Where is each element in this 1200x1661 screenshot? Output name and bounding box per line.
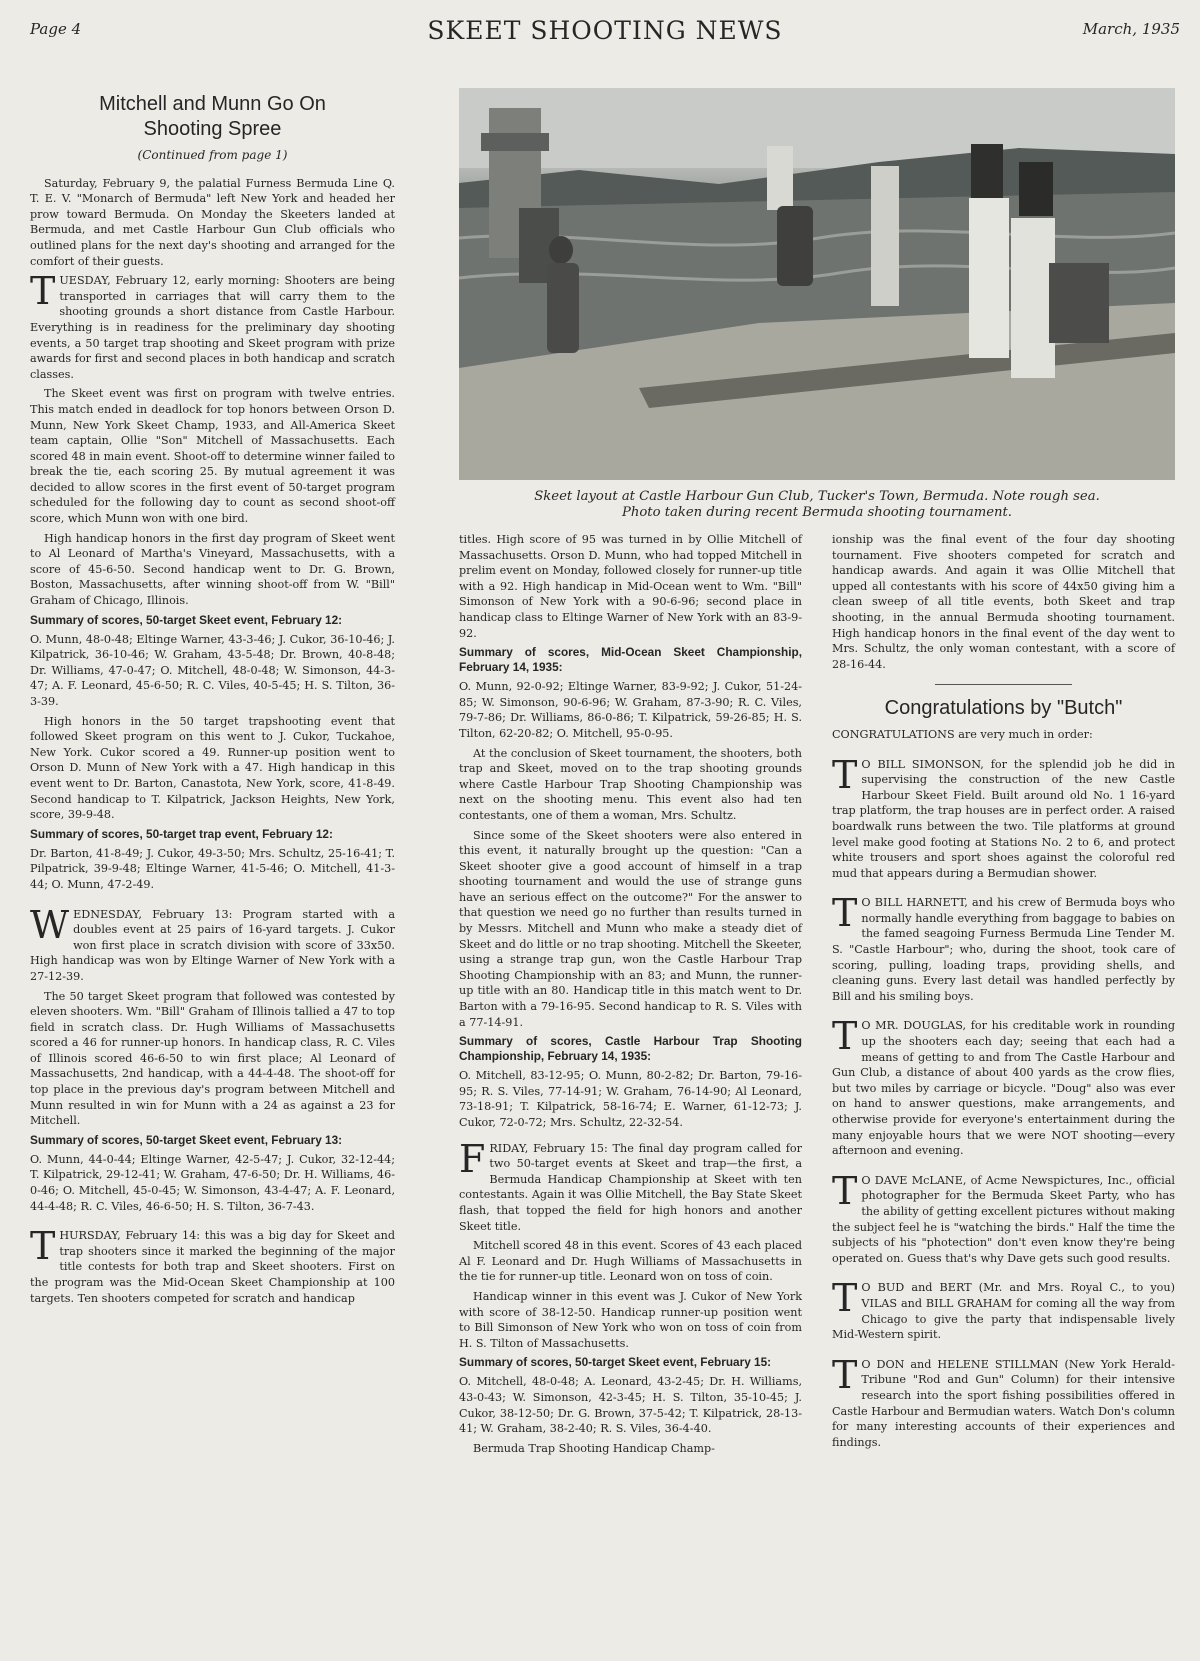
column-1 <box>30 70 395 1310</box>
caption-line-1: Skeet layout at Castle Harbour Gun Club, Tucker's Town, Bermuda. Note rough sea. <box>534 489 1100 504</box>
drop-cap: T <box>30 1224 56 1269</box>
publication-title: SKEET SHOOTING NEWS <box>427 16 783 45</box>
summary-heading: Summary of scores, Castle Harbour Trap Shooting Championship, February 14, 1935: <box>459 1034 802 1064</box>
drop-cap: T <box>832 1352 858 1397</box>
paragraph: Bermuda Trap Shooting Handicap Champ- <box>473 1441 715 1455</box>
paragraph: High handicap honors in the first day program of Skeet went to Al Leonard of Martha's Vineyard, Massachusetts, with a score of 45-6-50. Second handicap went to Dr. G. Brown, Boston, Massachusetts, after winning shoot-off from W. "Bill" Graham of Chicago, Illinois. <box>30 531 395 608</box>
paragraph-thursday <box>30 1224 395 1306</box>
paragraph: The Skeet event was first on program with twelve entries. This match ended in deadlock for top honors between Orson D. Munn, New York Skeet Champ, 1933, and All-America Skeet team captain, Ollie "Son" Mitchell of Massachusetts. Each scored 48 in main event. Shoot-off to determine winner failed to break the tie, each scoring 25. By mutual agreement it was decided to allow scores in the first event of 50-target program scheduled for the following day to count as second shoot-off score, which Munn won with one bird. <box>30 387 395 526</box>
drop-cap: T <box>832 752 858 797</box>
article-title <box>30 92 395 142</box>
summary-scores: Dr. Barton, 41-8-49; J. Cukor, 49-3-50; Mrs. Schultz, 25-16-41; T. Pilpatrick, 39-9-48; Eltinge Warner, 41-5-46; O. Mitchell, 41-3-44; O. Munn, 47-2-49. <box>30 846 395 891</box>
paragraph-text: RIDAY, February 15: The final day program called for two 50-target events at Skeet and trap—the first, a Bermuda Handicap Championship at Skeet with ten contestants. Again it was Ollie Mitchell, the Bay State Skeet flash, that topped the field for high honors and another Skeet title. <box>459 1141 802 1233</box>
paragraph-text: UESDAY, February 12, early morning: Shooters are being transported in carriages that will carry them to the shooting grounds a short distance from Castle Harbour. Everything is in readiness for the preliminary day shooting events, a 50 target trap shooting and Skeet program with prize awards for first and second places in both handicap and scratch classes. <box>30 274 395 381</box>
paragraph: Handicap winner in this event was J. Cukor of New York with score of 38-12-50. Handicap runner-up position went to Bill Simonson of New York who won on toss of coin from H. S. Tilton of Massachusetts. <box>459 1289 802 1350</box>
summary-scores: O. Mitchell, 83-12-95; O. Munn, 80-2-82; Dr. Barton, 79-16-95; R. S. Viles, 77-14-91; W. Graham, 76-14-90; Al Leonard, 73-18-91; T. Kilpatrick, 58-16-74; E. Warner, 61-12-73; J. Cukor, 72-0-72; Mrs. Schultz, 22-32-54. <box>459 1069 802 1129</box>
congrats-item <box>832 1168 1175 1267</box>
congrats-text: O BUD and BERT (Mr. and Mrs. Royal C., to you) VILAS and BILL GRAHAM for coming all the way from Chicago to give the party that indispensable lively Mid-Western spirit. <box>832 1281 1175 1342</box>
congrats-text: O BILL SIMONSON, for the splendid job he did in supervising the construction of the new Castle Harbour Skeet Field. Built around old No. 1 16-yard trap platform, the trap houses are in perfect order. A raised boardwalk runs between the two. Tile platforms at ground level make good footing at Stations No. 2 to 6, and protect white trousers and sport shoes against the coloroful red mud that appears during a Bermudian shower. <box>832 757 1175 880</box>
divider <box>935 684 1072 685</box>
article-title-line-1: Mitchell and Munn Go On <box>99 93 326 115</box>
paragraph-text: HURSDAY, February 14: this was a big day for Skeet and trap shooters since it marked the beginning of the major title contests for both trap and Skeet shooters. First on the program was the Mid-Ocean Skeet Championship at 100 targets. Ten shooters competed for scratch and handicap <box>30 1229 395 1305</box>
paragraph-friday <box>459 1136 802 1235</box>
congrats-title: Congratulations by "Butch" <box>884 697 1123 720</box>
drop-cap: W <box>30 902 70 947</box>
drop-cap: T <box>832 1168 858 1213</box>
congrats-item <box>832 1014 1175 1158</box>
congrats-intro: CONGRATULATIONS are very much in order: <box>832 727 1093 741</box>
summary-heading: Summary of scores, 50-target Skeet event, February 13: <box>30 1132 343 1147</box>
congrats-text: O DON and HELENE STILLMAN (New York Herald-Tribune "Rod and Gun" Column) for their intensive research into the sport fishing possibilities offered in Castle Harbour and Bermudian waters. Watch Don's column for many interesting accounts of their experiences and findings. <box>832 1357 1175 1449</box>
congrats-text: O BILL HARNETT, and his crew of Bermuda boys who normally handle everything from baggage to babies on the famed seagoing Furness Bermuda Line Tender M. S. "Castle Harbour"; who, during the shoot, took care of scoring, pulling, loading traps, providing shells, and cleaning guns. Every last detail was handled perfectly by Bill and his smiling boys. <box>832 896 1175 1003</box>
congrats-item <box>832 1352 1175 1451</box>
paragraph: The 50 target Skeet program that followed was contested by eleven shooters. Wm. "Bill" Graham of Illinois tallied a 47 to top field in scratch class. Dr. Hugh Williams of Massachusetts scored a 46 for runner-up honors. In handicap class, R. C. Viles of Illinois scored 46-6-50 to win first place; Al Leonard of Massachusetts, 2nd handicap, with a 44-4-48. The shoot-off for top place in the previous day's program between Mitchell and Munn resulted in win for Munn with a 24 as against a 23 for Mitchell. <box>30 989 395 1128</box>
skeet-layout-photo <box>459 88 1175 480</box>
summary-heading: Summary of scores, 50-target Skeet event, February 15: <box>459 1355 772 1370</box>
summary-heading: Summary of scores, Mid-Ocean Skeet Championship, February 14, 1935: <box>459 645 802 675</box>
congrats-text: O DAVE McLANE, of Acme Newspictures, Inc., official photographer for the Bermuda Skeet Party, who has the ability of getting excellent pictures without making the subject feel he is "watching the birds." Half the time the subjects of his "photection" don't even know they're being operated on. Guess that's why Dave gets such good results. <box>832 1173 1175 1265</box>
drop-cap: F <box>459 1136 486 1181</box>
summary-scores: O. Munn, 44-0-44; Eltinge Warner, 42-5-47; J. Cukor, 32-12-44; T. Kilpatrick, 29-12-41; W. Graham, 47-6-50; Dr. H. Williams, 46-0-46; O. Mitchell, 45-0-45; W. Simonson, 43-4-47; A. F. Leonard, 44-4-48; R. C. Viles, 46-6-50; H. S. Tilton, 36-7-43. <box>30 1152 395 1213</box>
issue-date: March, 1935 <box>1082 20 1180 38</box>
paragraph: High honors in the 50 target trapshooting event that followed Skeet program on this went to J. Cukor, Tuckahoe, New York. Cukor scored a 49. Runner-up position went to Orson D. Munn of New York with a 47. High handicap in this event went to Dr. Barton, Canastota, New York, score, 41-8-49. Second handicap to T. Kilpatrick, Jackson Heights, New York, score, 39-9-48. <box>30 714 395 822</box>
congrats-item <box>832 752 1175 882</box>
summary-scores: O. Mitchell, 48-0-48; A. Leonard, 43-2-45; Dr. H. Williams, 43-0-43; W. Simonson, 42-3-45; H. S. Tilton, 35-10-45; J. Cukor, 38-12-50; Dr. G. Brown, 37-5-42; T. Kilpatrick, 28-13-41; W. Graham, 38-2-40; R. S. Viles, 36-4-40. <box>459 1375 802 1436</box>
paragraph: Mitchell scored 48 in this event. Scores of 43 each placed Al F. Leonard and Dr. Hugh Williams of Massachusetts in the tie for runner-up title. Leonard won on toss of coin. <box>459 1239 802 1284</box>
paragraph: ionship was the final event of the four day shooting tournament. Five shooters competed for scratch and handicap awards. And again it was Ollie Mitchell that upped all contestants with his score of 44x50 giving him a clean sweep of all title events, both Skeet and trap shooting, in the annual Bermuda shooting tournament. High handicap honors in the final event of the day went to Mrs. Schultz, the only woman contestant, with a score of 28-16-44. <box>832 533 1175 671</box>
paragraph: titles. High score of 95 was turned in by Ollie Mitchell of Massachusetts. Orson D. Munn, who had topped Mitchell in prelim event on Monday, followed closely for runner-up title with a 92. High handicap in Mid-Ocean went to Wm. "Bill" Simonson of New York with a 90-6-96; second place in handicap class to Eltinge Warner of New York with an 83-9-92. <box>459 533 802 640</box>
paragraph-text: EDNESDAY, February 13: Program started with a doubles event at 25 pairs of 16-yard targets. J. Cukor won first place in scratch division with score of 33x50. High handicap was won by Eltinge Warner of New York with a 27-12-39. <box>30 907 395 983</box>
caption-line-2: Photo taken during recent Bermuda shooting tournament. <box>621 505 1012 520</box>
congrats-item <box>832 1276 1175 1342</box>
drop-cap: T <box>832 1276 858 1321</box>
column-3 <box>832 532 1175 1464</box>
paragraph-tuesday <box>30 269 395 382</box>
paragraph: Saturday, February 9, the palatial Furness Bermuda Line Q. T. E. V. "Monarch of Bermuda" left New York and headed her prow toward Bermuda. On Monday the Skeeters landed at Bermuda, and met Castle Harbour Gun Club officials who outlined plans for the next day's shooting and arranged for the comfort of their guests. <box>30 176 395 268</box>
continued-note: (Continued from page 1) <box>137 148 288 162</box>
summary-scores: O. Munn, 92-0-92; Eltinge Warner, 83-9-92; J. Cukor, 51-24-85; W. Simonson, 90-6-96; W. Graham, 87-3-90; R. C. Viles, 79-7-86; Dr. Williams, 86-0-86; T. Kilpatrick, 59-26-85; H. S. Tilton, 62-20-82; O. Mitchell, 95-0-95. <box>459 680 802 740</box>
page-header <box>30 10 1180 50</box>
summary-scores: O. Munn, 48-0-48; Eltinge Warner, 43-3-46; J. Cukor, 36-10-46; J. Kilpatrick, 36-10-46; W. Graham, 43-5-48; Dr. Brown, 40-8-48; Dr. Williams, 47-0-47; O. Mitchell, 48-0-48; W. Simonson, 44-3-47; A. F. Leonard, 45-6-50; R. C. Viles, 40-5-45; H. S. Tilton, 36-3-39. <box>30 632 395 708</box>
page-number: Page 4 <box>30 20 82 38</box>
column-2 <box>459 532 802 1460</box>
congrats-text: O MR. DOUGLAS, for his creditable work in rounding up the shooters each day; seeing that each had a means of getting to and from The Castle Harbour and Gun Club, a distance of about 400 yards as the crow flies, but two miles by carriage or bicycle. "Doug" also was ever on hand to answer questions, make arrangements, and otherwise provide for everyone's entertainment during the many enjoyable hours that we were NOT shooting—every afternoon and evening. <box>832 1019 1175 1158</box>
drop-cap: T <box>832 891 858 936</box>
drop-cap: T <box>30 269 56 314</box>
photo-illustration <box>459 88 1175 480</box>
paragraph-wednesday <box>30 902 395 985</box>
article-title-line-2: Shooting Spree <box>143 118 282 140</box>
photo-caption <box>459 489 1175 521</box>
drop-cap: T <box>832 1014 858 1059</box>
paragraph: Since some of the Skeet shooters were also entered in this event, it naturally brought up the question: "Can a Skeet shooter give a good account of himself in a trap shooting tournament and would the use of strange guns have an serious effect on the outcome?" For the answer to that question we need go no further than results turned in by Messrs. Mitchell and Munn who make a steady diet of Skeet and do little or no trap shooting. Mitchell the Skeeter, using a strange trap gun, won the Castle Harbour Trap Shooting Championship with an 83; and Munn, the runner-up title with an 80. Handicap title in this match went to Dr. Barton with a 79-16-95. Second handicap to R. S. Viles with a 77-14-91. <box>459 828 802 1029</box>
summary-heading: Summary of scores, 50-target Skeet event, February 12: <box>30 612 343 627</box>
congrats-item <box>832 891 1175 1004</box>
summary-heading: Summary of scores, 50-target trap event, February 12: <box>30 826 333 841</box>
paragraph: At the conclusion of Skeet tournament, the shooters, both trap and Skeet, moved on to the trap shooting grounds where Castle Harbour Trap Shooting Championship was next on the shooting menu. This event also had ten contestants, one of them a woman, Mrs. Schultz. <box>459 746 802 822</box>
